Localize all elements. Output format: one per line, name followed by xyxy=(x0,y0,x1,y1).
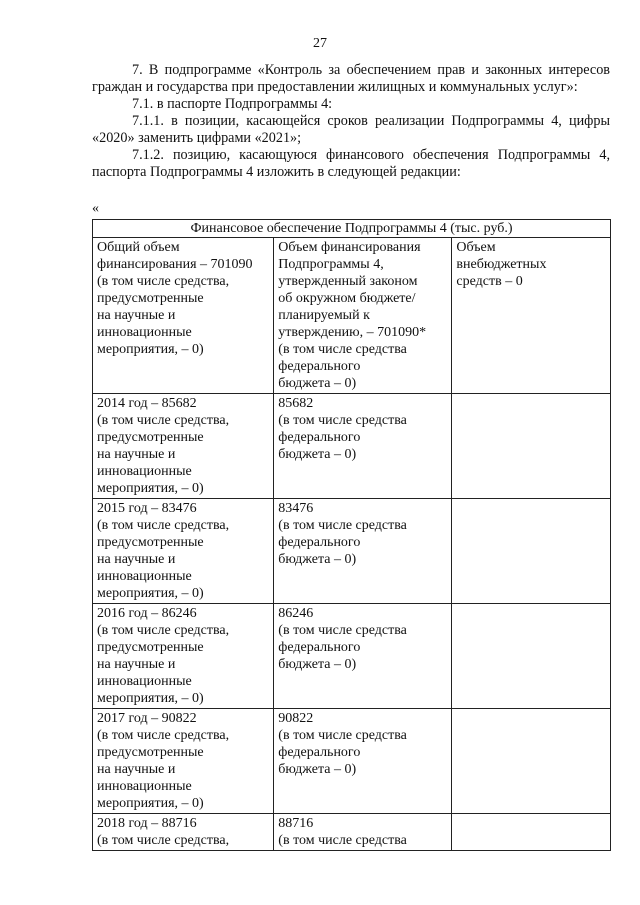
table-header-row xyxy=(93,238,611,394)
cell-line: 88716 xyxy=(278,816,314,831)
cell-line: планируемый к xyxy=(278,308,370,323)
cell-line: (в том числе средства, xyxy=(97,518,230,533)
paragraph-1: 7. В подпрограмме «Контроль за обеспечением прав и законных интересов граждан и государства при предоставлении жилищных и коммунальных услуг»: xyxy=(92,62,610,95)
cell-line: бюджета – 0) xyxy=(278,762,357,777)
cell-line: федерального xyxy=(278,745,361,760)
cell-line: мероприятия, – 0) xyxy=(97,586,204,601)
year-extrabudget-cell xyxy=(452,394,611,499)
cell-line: бюджета – 0) xyxy=(278,376,357,391)
cell-line: федерального xyxy=(278,535,361,550)
cell-line: предусмотренные xyxy=(97,745,204,760)
cell-line: средств – 0 xyxy=(456,274,523,289)
cell-line: 90822 xyxy=(278,711,314,726)
cell-line: 86246 xyxy=(278,606,314,621)
cell-line: финансирования – 701090 xyxy=(97,257,253,272)
table-row xyxy=(93,814,611,851)
cell-line: инновационные xyxy=(97,674,192,689)
cell-line: на научные и xyxy=(97,552,176,567)
cell-line: (в том числе средства, xyxy=(97,274,230,289)
cell-line: предусмотренные xyxy=(97,640,204,655)
paragraph-4: 7.1.2. позицию, касающуюся финансового обеспечения Подпрограммы 4, паспорта Подпрограммы 4 изложить в следующей редакции: xyxy=(92,147,610,180)
cell-line: предусмотренные xyxy=(97,291,204,306)
cell-line: (в том числе средства xyxy=(278,518,407,533)
cell-line: мероприятия, – 0) xyxy=(97,342,204,357)
paragraph-2: 7.1. в паспорте Подпрограммы 4: xyxy=(132,96,333,112)
cell-line: (в том числе средства xyxy=(278,413,407,428)
table-row xyxy=(93,394,611,499)
table-caption-row xyxy=(93,220,611,238)
cell-line: Подпрограммы 4, xyxy=(278,257,384,272)
cell-line: 2015 год – 83476 xyxy=(97,501,197,516)
cell-line: мероприятия, – 0) xyxy=(97,796,204,811)
cell-line: бюджета – 0) xyxy=(278,447,357,462)
cell-line: на научные и xyxy=(97,308,176,323)
cell-line: внебюджетных xyxy=(456,257,547,272)
paragraph-3: 7.1.1. в позиции, касающейся сроков реализации Подпрограммы 4, цифры «2020» заменить цифрами «2021»; xyxy=(92,113,610,146)
cell-line: (в том числе средства xyxy=(278,833,407,848)
cell-line: (в том числе средства, xyxy=(97,623,230,638)
header-extrabudget-cell xyxy=(452,238,611,394)
cell-line: 2016 год – 86246 xyxy=(97,606,197,621)
cell-line: на научные и xyxy=(97,447,176,462)
cell-line: Общий объем xyxy=(97,240,180,255)
year-total-cell xyxy=(93,394,274,499)
year-total-cell xyxy=(93,709,274,814)
cell-line: мероприятия, – 0) xyxy=(97,481,204,496)
year-extrabudget-cell xyxy=(452,499,611,604)
cell-line: предусмотренные xyxy=(97,535,204,550)
year-total-cell xyxy=(93,814,274,851)
body-text xyxy=(92,62,610,181)
cell-line: мероприятия, – 0) xyxy=(97,691,204,706)
cell-line: предусмотренные xyxy=(97,430,204,445)
year-extrabudget-cell xyxy=(452,709,611,814)
cell-line: инновационные xyxy=(97,779,192,794)
cell-line: федерального xyxy=(278,430,361,445)
cell-line: (в том числе средства xyxy=(278,728,407,743)
cell-line: на научные и xyxy=(97,657,176,672)
cell-line: Объем финансирования xyxy=(278,240,421,255)
cell-line: федерального xyxy=(278,359,361,374)
year-approved-cell xyxy=(274,499,452,604)
cell-line: утверждению, – 701090* xyxy=(278,325,427,340)
cell-line: 2017 год – 90822 xyxy=(97,711,197,726)
cell-line: (в том числе средства xyxy=(278,342,407,357)
cell-line: об окружном бюджете/ xyxy=(278,291,416,306)
year-extrabudget-cell xyxy=(452,814,611,851)
year-total-cell xyxy=(93,499,274,604)
cell-line: бюджета – 0) xyxy=(278,657,357,672)
year-approved-cell xyxy=(274,394,452,499)
year-extrabudget-cell xyxy=(452,604,611,709)
cell-line: (в том числе средства, xyxy=(97,728,230,743)
opening-quote: « xyxy=(92,201,99,216)
cell-line: 2018 год – 88716 xyxy=(97,816,197,831)
cell-line: на научные и xyxy=(97,762,176,777)
table-row xyxy=(93,499,611,604)
year-total-cell xyxy=(93,604,274,709)
page-number: 27 xyxy=(313,36,327,51)
cell-line: инновационные xyxy=(97,464,192,479)
cell-line: утвержденный законом xyxy=(278,274,418,289)
cell-line: федерального xyxy=(278,640,361,655)
table-row xyxy=(93,604,611,709)
cell-line: 83476 xyxy=(278,501,314,516)
cell-line: инновационные xyxy=(97,569,192,584)
cell-line: 85682 xyxy=(278,396,314,411)
year-approved-cell xyxy=(274,814,452,851)
year-approved-cell xyxy=(274,604,452,709)
table-caption: Финансовое обеспечение Подпрограммы 4 (тыс. руб.) xyxy=(93,220,611,238)
cell-line: (в том числе средства, xyxy=(97,833,230,848)
cell-line: (в том числе средства xyxy=(278,623,407,638)
cell-line: инновационные xyxy=(97,325,192,340)
cell-line: (в том числе средства, xyxy=(97,413,230,428)
header-total-cell xyxy=(93,238,274,394)
header-approved-cell xyxy=(274,238,452,394)
financing-table xyxy=(92,219,611,851)
table-row xyxy=(93,709,611,814)
cell-line: бюджета – 0) xyxy=(278,552,357,567)
cell-line: Объем xyxy=(456,240,496,255)
cell-line: 2014 год – 85682 xyxy=(97,396,197,411)
year-approved-cell xyxy=(274,709,452,814)
